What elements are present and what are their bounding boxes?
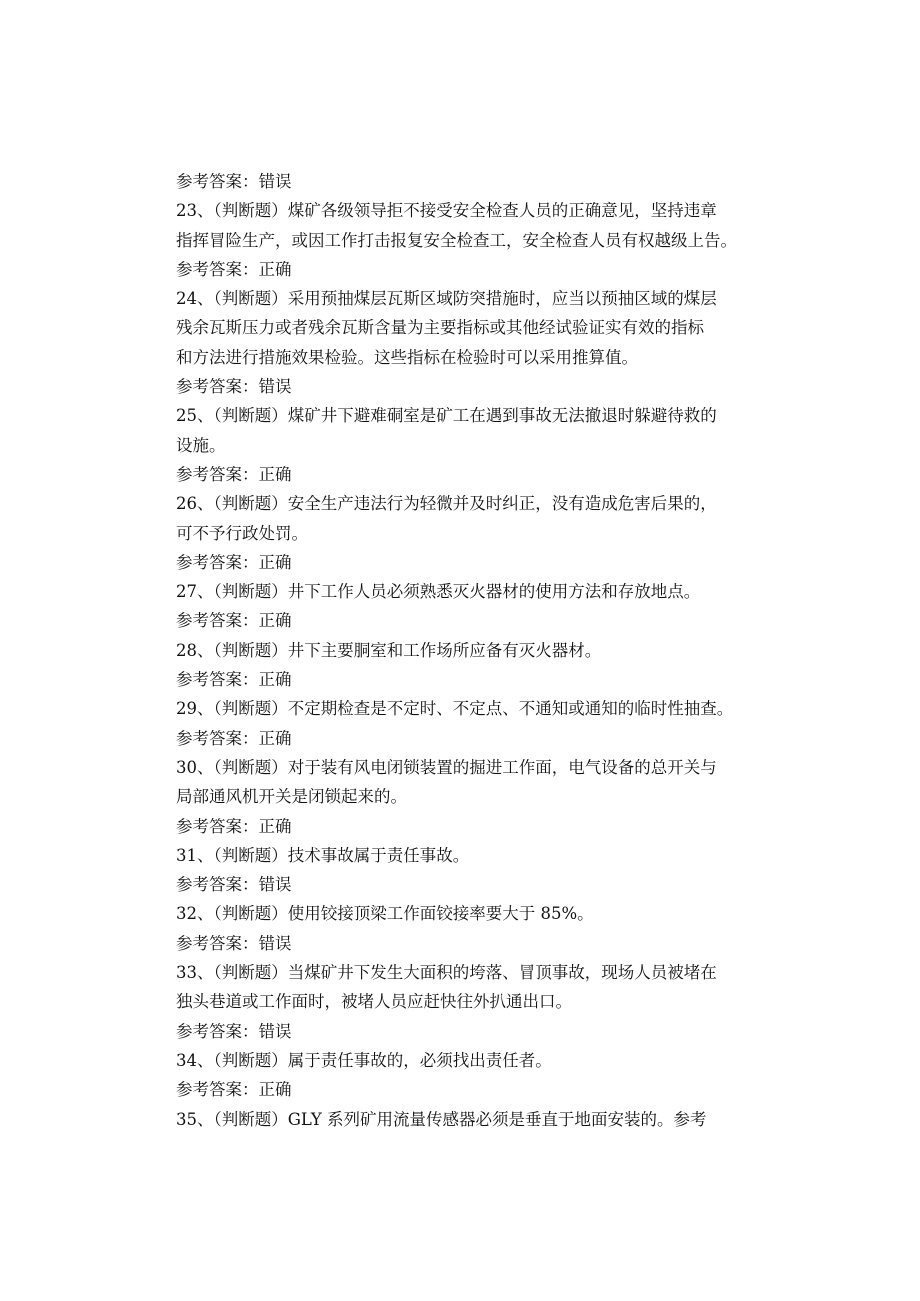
question-33-line-1: 33、（判断题）当煤矿井下发生大面积的垮落、冒顶事故，现场人员被堵在: [176, 963, 717, 983]
answer-line: 参考答案：正确: [176, 670, 292, 690]
answer-line: 参考答案：错误: [176, 1021, 292, 1041]
question-31-line-1: 31、（判断题）技术事故属于责任事故。: [176, 845, 470, 865]
question-23-line-2: 指挥冒险生产，或因工作打击报复安全检查工，安全检查人员有权越级上告。: [176, 230, 737, 250]
question-26-line-2: 可不予行政处罚。: [176, 523, 308, 543]
question-35-line-1: 35、（判断题）GLY 系列矿用流量传感器必须是垂直于地面安装的。参考: [176, 1109, 707, 1129]
question-34-line-1: 34、（判断题）属于责任事故的，必须找出责任者。: [176, 1050, 552, 1070]
question-23-line-1: 23、（判断题）煤矿各级领导拒不接受安全检查人员的正确意见，坚持违章: [176, 201, 717, 221]
answer-line: 参考答案：正确: [176, 1080, 292, 1100]
question-28-line-1: 28、（判断题）井下主要胴室和工作场所应备有灭火器材。: [176, 640, 602, 660]
answer-line: 参考答案：正确: [176, 464, 292, 484]
answer-line: 参考答案：错误: [176, 933, 292, 953]
answer-line: 参考答案：正确: [176, 611, 292, 631]
answer-line: 参考答案：错误: [176, 875, 292, 895]
question-29-line-1: 29、（判断题）不定期检查是不定时、不定点、不通知或通知的临时性抽查。: [176, 699, 734, 719]
document-body: [176, 167, 746, 1134]
question-33-line-2: 独头巷道或工作面时，被堵人员应赶快往外扒通出口。: [176, 992, 572, 1012]
question-30-line-2: 局部通风机开关是闭锁起来的。: [176, 787, 407, 807]
question-30-line-1: 30、（判断题）对于装有风电闭锁装置的掘进工作面，电气设备的总开关与: [176, 757, 717, 777]
answer-line: 参考答案：错误: [176, 377, 292, 397]
question-24-line-2: 残余瓦斯压力或者残余瓦斯含量为主要指标或其他经试验证实有效的指标: [176, 318, 704, 338]
answer-line: 参考答案：正确: [176, 728, 292, 748]
answer-line: 参考答案：正确: [176, 816, 292, 836]
answer-line: 参考答案：正确: [176, 552, 292, 572]
question-32-line-1: 32、（判断题）使用铰接顶梁工作面铰接率要大于 85%。: [176, 904, 594, 924]
question-26-line-1: 26、（判断题）安全生产违法行为轻微并及时纠正，没有造成危害后果的，: [176, 494, 717, 514]
question-24-line-1: 24、（判断题）采用预抽煤层瓦斯区域防突措施时，应当以预抽区域的煤层: [176, 289, 717, 309]
question-24-line-3: 和方法进行措施效果检验。这些指标在检验时可以采用推算值。: [176, 347, 638, 367]
question-27-line-1: 27、（判断题）井下工作人员必须熟悉灭火器材的使用方法和存放地点。: [176, 582, 701, 602]
question-25-line-2: 设施。: [176, 435, 226, 455]
question-25-line-1: 25、（判断题）煤矿井下避难硐室是矿工在遇到事故无法撤退时躲避待救的: [176, 406, 717, 426]
answer-line: 参考答案：错误: [176, 172, 292, 191]
answer-line: 参考答案：正确: [176, 259, 292, 279]
